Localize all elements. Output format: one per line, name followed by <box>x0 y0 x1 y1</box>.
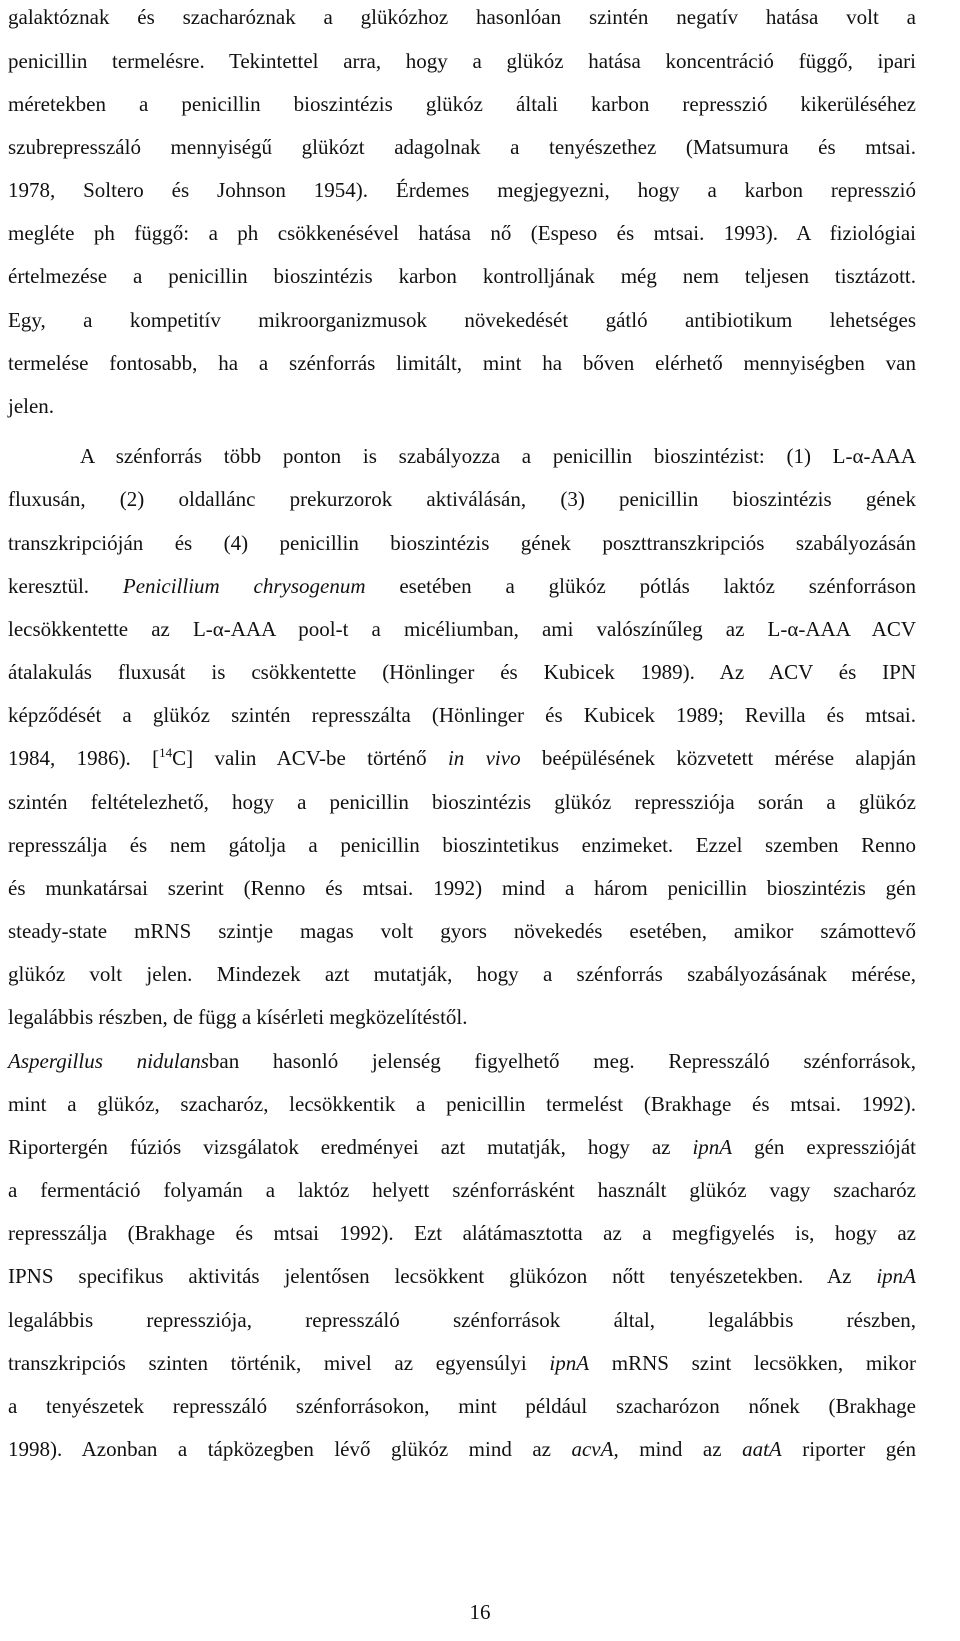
text-line: és munkatársai szerint (Renno és mtsai. 1992) mind a három penicillin bioszintézis gén <box>8 876 916 900</box>
text-line: lecsökkentette az L-α-AAA pool-t a micéliumban, ami valószínűleg az L-α-AAA ACV <box>8 617 916 641</box>
gene-name: acvA <box>571 1437 614 1461</box>
text-line: keresztül. Penicillium chrysogenum esetében a glükóz pótlás laktóz szénforráson <box>8 574 917 598</box>
text-line: képződését a glükóz szintén represszálta (Hönlinger és Kubicek 1989; Revilla és mtsai. <box>8 703 916 727</box>
text-line: átalakulás fluxusát is csökkentette (Hönlinger és Kubicek 1989). Az ACV és IPN <box>8 660 916 684</box>
text-line: mint a glükóz, szacharóz, lecsökkentik a penicillin termelést (Brakhage és mtsai. 1992). <box>8 1092 916 1116</box>
page-number: 16 <box>469 1600 491 1624</box>
text-line: transzkripciós szinten történik, mivel az egyensúlyi ipnA mRNS szint lecsökken, mikor <box>8 1351 917 1375</box>
text-line: Riportergén fúziós vizsgálatok eredményei azt mutatják, hogy az ipnA gén expresszióját <box>8 1135 916 1159</box>
text-line: legalábbis repressziója, represszáló szénforrások által, legalábbis részben, <box>8 1308 917 1332</box>
text-line: steady-state mRNS szintje magas volt gyors növekedés esetében, amikor számottevő <box>8 919 916 943</box>
gene-name: ipnA <box>876 1264 917 1288</box>
text-line: 1998). Azonban a tápközegben lévő glükóz mind az acvA, mind az aatA riporter gén <box>8 1437 917 1461</box>
text-line: penicillin termelésre. Tekintettel arra, hogy a glükóz hatása koncentráció függő, ipari <box>8 49 916 73</box>
text-line: értelmezése a penicillin bioszintézis karbon kontrolljának még nem teljesen tisztázott. <box>8 264 916 288</box>
text-line: méretekben a penicillin bioszintézis glükóz általi karbon represszió kikerüléséhez <box>8 92 916 116</box>
text-line: legalábbis részben, de függ a kísérleti megközelítéstől. <box>8 1005 468 1029</box>
text-line: Aspergillus nidulansban hasonló jelenség figyelhető meg. Represszáló szénforrások, <box>8 1049 917 1073</box>
text-line: szubrepresszáló mennyiségű glükózt adagolnak a tenyészethez (Matsumura és mtsai. <box>8 135 916 159</box>
text-line: szintén feltételezhető, hogy a penicillin bioszintézis glükóz repressziója során a glükóz <box>8 790 916 814</box>
text-line: Egy, a kompetitív mikroorganizmusok növekedését gátló antibiotikum lehetséges <box>8 308 916 332</box>
text-line: represszálja és nem gátolja a penicillin bioszintetikus enzimeket. Ezzel szemben Renno <box>8 833 916 857</box>
text-line: jelen. <box>8 394 55 418</box>
text-line: termelése fontosabb, ha a szénforrás limitált, mint ha bőven elérhető mennyiségben van <box>8 351 916 375</box>
text-line: glükóz volt jelen. Mindezek azt mutatják, hogy a szénforrás szabályozásának mérése, <box>8 962 916 986</box>
text-line: megléte ph függő: a ph csökkenésével hatása nő (Espeso és mtsai. 1993). A fiziológiai <box>8 221 916 245</box>
text-line: a fermentáció folyamán a laktóz helyett szénforrásként használt glükóz vagy szacharóz <box>8 1178 916 1202</box>
isotope-superscript: 14 <box>159 745 173 760</box>
gene-name: aatA <box>742 1437 782 1461</box>
gene-name: ipnA <box>692 1135 733 1159</box>
text-line: galaktóznak és szacharóznak a glükózhoz hasonlóan szintén negatív hatása volt a <box>8 5 916 29</box>
gene-name: ipnA <box>549 1351 590 1375</box>
text-line: represszálja (Brakhage és mtsai 1992). Ezt alátámasztotta az a megfigyelés is, hogy az <box>8 1221 916 1245</box>
text-line: 1984, 1986). [$^{14}$C] valin ACV-be történő in vivo beépülésének közvetett mérése alapján <box>8 745 917 770</box>
species-name: Penicillium chrysogenum <box>122 574 366 598</box>
italic-term: in vivo <box>447 746 521 770</box>
text-line: fluxusán, (2) oldallánc prekurzorok aktiválásán, (3) penicillin bioszintézis gének <box>8 487 916 511</box>
species-name: Aspergillus nidulans <box>8 1049 209 1073</box>
text-line: 1978, Soltero és Johnson 1954). Érdemes megjegyezni, hogy a karbon represszió <box>8 178 916 202</box>
text-line: A szénforrás több ponton is szabályozza a penicillin bioszintézist: (1) L-α-AAA <box>80 444 916 468</box>
text-line: transzkripcióján és (4) penicillin bioszintézis gének poszttranszkripciós szabályozásán <box>8 531 916 555</box>
text-line: IPNS specifikus aktivitás jelentősen lecsökkent glükózon nőtt tenyészetekben. Az ipnA <box>8 1264 917 1288</box>
text-line: a tenyészetek represszáló szénforrásokon, mint például szacharózon nőnek (Brakhage <box>8 1394 916 1418</box>
